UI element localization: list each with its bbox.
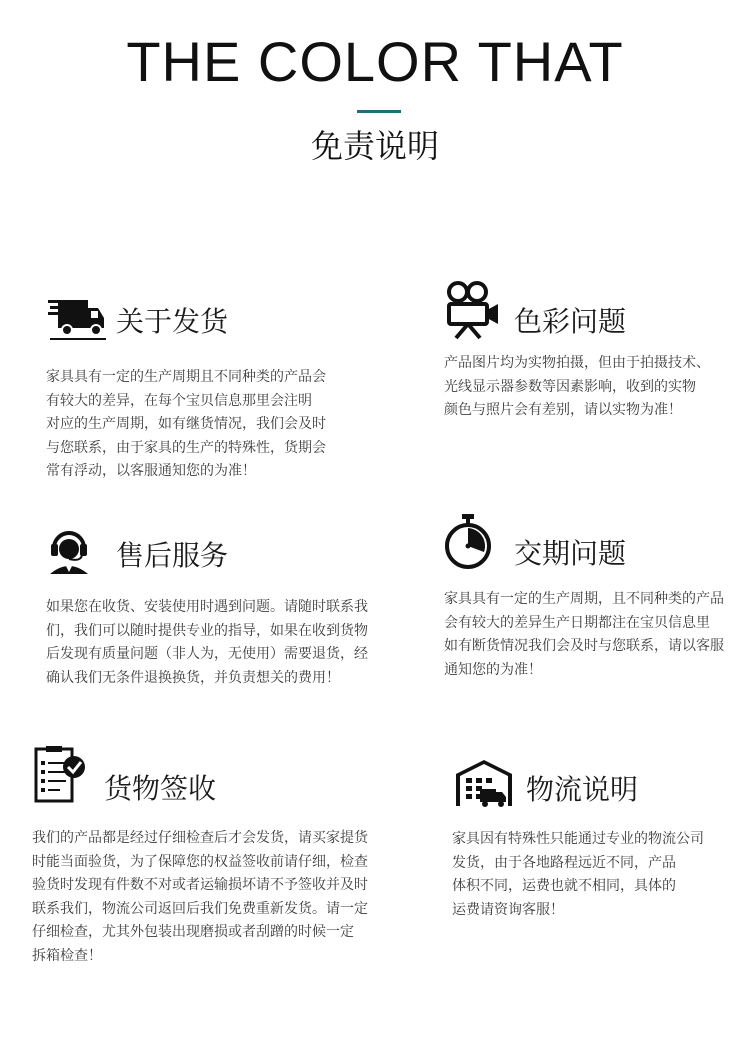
section-body: 如果您在收货、安装使用时遇到问题。请随时联系我 们，我们可以随时提供专业的指导，如果在收到货物 后发现有质量问题（非人为，无使用）需要退货，经 确认我们无条件退换换货，并负责想关的费用！ [46, 599, 368, 686]
section-logistics [452, 758, 748, 922]
video-camera-icon [444, 280, 506, 342]
section-title: 色彩问题 [514, 305, 627, 338]
page-subtitle: 免责说明 [310, 127, 439, 165]
checklist-icon [32, 745, 94, 807]
section-title: 交期问题 [514, 537, 627, 570]
section-shipping [46, 292, 376, 484]
section-receipt [32, 745, 432, 968]
section-title: 物流说明 [526, 773, 639, 806]
section-body: 家具具有一定的生产周期，且不同种类的产品 会有较大的差异生产日期都注在宝贝信息里 如有断货情况我们会及时与您联系，请以客服 通知您的为准！ [444, 591, 724, 678]
section-title: 货物签收 [104, 772, 217, 805]
warehouse-truck-icon [452, 758, 514, 820]
section-color [444, 278, 744, 423]
section-body: 家具因有特殊性只能通过专业的物流公司 发货，由于各地路程远近不同，产品 体积不同，运费也就不相同，具体的 运费请资询客服！ [452, 831, 704, 918]
section-body: 我们的产品都是经过仔细检查后才会发货，请买家提货 时能当面验货，为了保障您的权益签收前请仔细，检查 验货时发现有件数不对或者运输损坏请不予签收并及时 联系我们，物流公司返回后我们免费重新发货。请一定 仔细检查，尤其外包装出现磨损或者刮蹭的时候一定 拆箱检查！ [32, 830, 368, 964]
accent-divider [357, 110, 401, 113]
customer-service-icon [46, 522, 108, 584]
section-delivery-time [444, 512, 744, 682]
section-body: 产品图片均为实物拍摄，但由于拍摄技术、 光线显示器参数等因素影响，收到的实物 颜色与照片会有差别，请以实物为准！ [444, 355, 710, 418]
section-after-sales [46, 522, 386, 690]
section-title: 售后服务 [116, 539, 229, 572]
stopwatch-icon [444, 512, 506, 574]
delivery-truck-icon [46, 292, 108, 354]
section-body: 家具具有一定的生产周期且不同种类的产品会 有较大的差异，在每个宝贝信息那里会注明 对应的生产周期，如有继货情况，我们会及时 与您联系，由于家具的生产的特殊性，货期会 常有浮动，以客服通知您的为准！ [46, 369, 326, 479]
page-title: THE COLOR THAT [126, 30, 624, 93]
section-title: 关于发货 [116, 305, 229, 338]
